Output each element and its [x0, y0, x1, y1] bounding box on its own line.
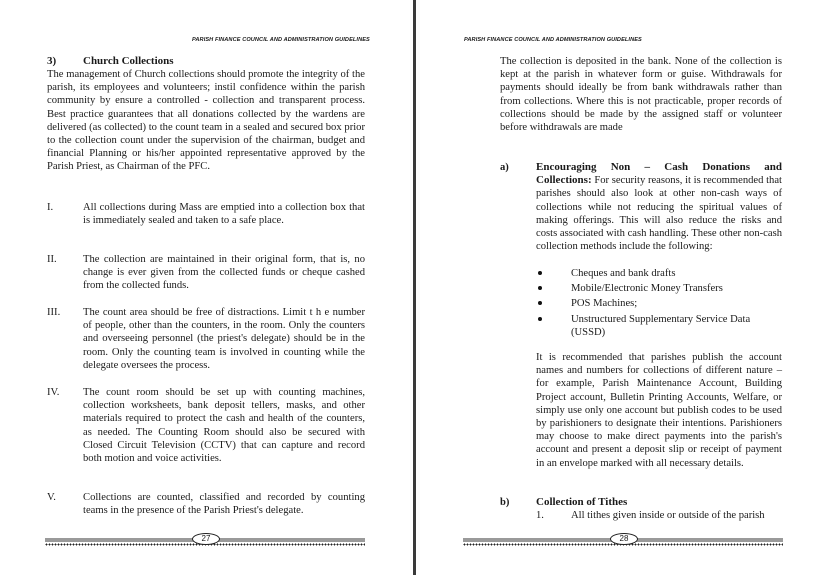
page-number: 28 — [610, 533, 638, 545]
running-header: PARISH FINANCE COUNCIL AND ADMINISTRATION GUIDELINES — [464, 37, 642, 43]
bullet-text: Mobile/Electronic Money Transfers — [571, 283, 723, 295]
intro-paragraph: The management of Church collections should promote the integrity of the parish, its employees and volunteers; instil confidence within the parish community by ensure a controlled - collection and transparent process. Best practice guarantees that all donations collected by the wardens are delivered (as collected) to the count team in a sealed and secured box prior to the collection count under the supervision of the chairman, budget and financial Planning or his/her appointed representative approved by the Parish Priest, as Chairman of the PFC. — [47, 69, 365, 173]
followup-paragraph: It is recommended that parishes publish the account names and numbers for collections of different nature – for example, Parish Maintenance Account, Building Project account, Bulletin Printing Accounts, Welfare, or simply use only one account but publish codes to be used by parishioners to designate their intentions. Parishioners may choose to make direct payments into the parish's account and present a deposit slip or receipt of payment in an envelope marked with all necessary details. — [536, 352, 782, 469]
right-intro — [500, 55, 782, 134]
list-item — [536, 282, 782, 295]
item-text: The count area should be free of distractions. Limit t h e number of people, other than the counters, in the room. Only the counters and overseeing personnel (the priest's delegate) should be in the room. Only the counting team is involved in counting while the delegate oversees the process. — [83, 307, 365, 371]
item-text: The count room should be set up with counting machines, collection worksheets, bank deposit tellers, masks, and other materials required to protect the cash and health of the counters, as needed. The Counting Room should also be secured with Closed Circuit Television (CCTV) that can capture and record both motion and voice activities. — [83, 387, 365, 465]
running-header: PARISH FINANCE COUNCIL AND ADMINISTRATION GUIDELINES — [192, 37, 370, 43]
list-item — [536, 509, 782, 522]
subsection-b — [500, 496, 782, 522]
item-numeral: I. — [47, 202, 54, 213]
right-page — [416, 0, 827, 575]
page-number: 27 — [192, 533, 220, 545]
bullet-icon — [538, 301, 542, 305]
bullet-list — [536, 267, 782, 339]
bullet-icon — [538, 271, 542, 275]
subsection-a — [500, 161, 782, 253]
section-title: Church Collections — [83, 55, 174, 67]
page-footer — [463, 533, 783, 547]
left-page — [0, 0, 413, 575]
subsection-label: b) — [500, 497, 510, 508]
section-number: 3) — [47, 55, 57, 67]
list-item — [536, 313, 782, 339]
subsection-title: Encouraging Non – Cash Donations and Collections: — [536, 161, 782, 187]
item-numeral: II. — [47, 254, 57, 265]
subsection-title: Collection of Tithes — [536, 496, 628, 508]
list-item — [47, 306, 365, 372]
bullet-text: Unstructured Supplementary Service Data (USSD) — [571, 313, 751, 338]
bullet-text: Cheques and bank drafts — [571, 268, 676, 279]
list-item — [47, 386, 365, 465]
section-intro — [47, 68, 365, 174]
bullet-text: POS Machines; — [571, 298, 638, 310]
item-numeral: V. — [47, 492, 56, 503]
item-text: All collections during Mass are emptied into a collection box that is immediately sealed and taken to a safe place. — [83, 202, 365, 227]
page-footer — [45, 533, 365, 547]
list-item — [47, 201, 365, 227]
list-item — [536, 267, 782, 280]
bullet-icon — [538, 286, 542, 290]
item-text: The collection are maintained in their original form, that is, no change is ever given from the collected funds or cheque cashed from the collected funds. — [83, 254, 365, 292]
item-number: 1. — [536, 510, 544, 522]
item-numeral: IV. — [47, 387, 60, 398]
subsection-label: a) — [500, 162, 509, 173]
list-item — [47, 491, 365, 517]
list-item — [47, 253, 365, 293]
intro-paragraph: The collection is deposited in the bank. None of the collection is kept at the parish in whatever form or guise. Withdrawals for payments should ideally be from bank withdrawals rather than from collections. Where this is not practicable, proper records of collections should be made by the assigned staff or volunteer before withdrawals are made — [500, 56, 782, 134]
list-item — [536, 297, 782, 310]
bullet-icon — [538, 317, 542, 321]
subsection-text: For security reasons, it is recommended that parishes should also look at other non-cash ways of collections while not reducing the spiritual values of making offerings. This will also reduce the risks and costs associated with cash handling. These other non-cash collection methods include the following: — [536, 175, 782, 253]
item-numeral: III. — [47, 307, 61, 318]
section-heading — [47, 55, 174, 67]
item-text: All tithes given inside or outside of the parish — [571, 510, 765, 522]
item-text: Collections are counted, classified and recorded by counting teams in the presence of the Parish Priest's delegate. — [83, 492, 365, 517]
subsection-a-followup — [536, 351, 782, 470]
